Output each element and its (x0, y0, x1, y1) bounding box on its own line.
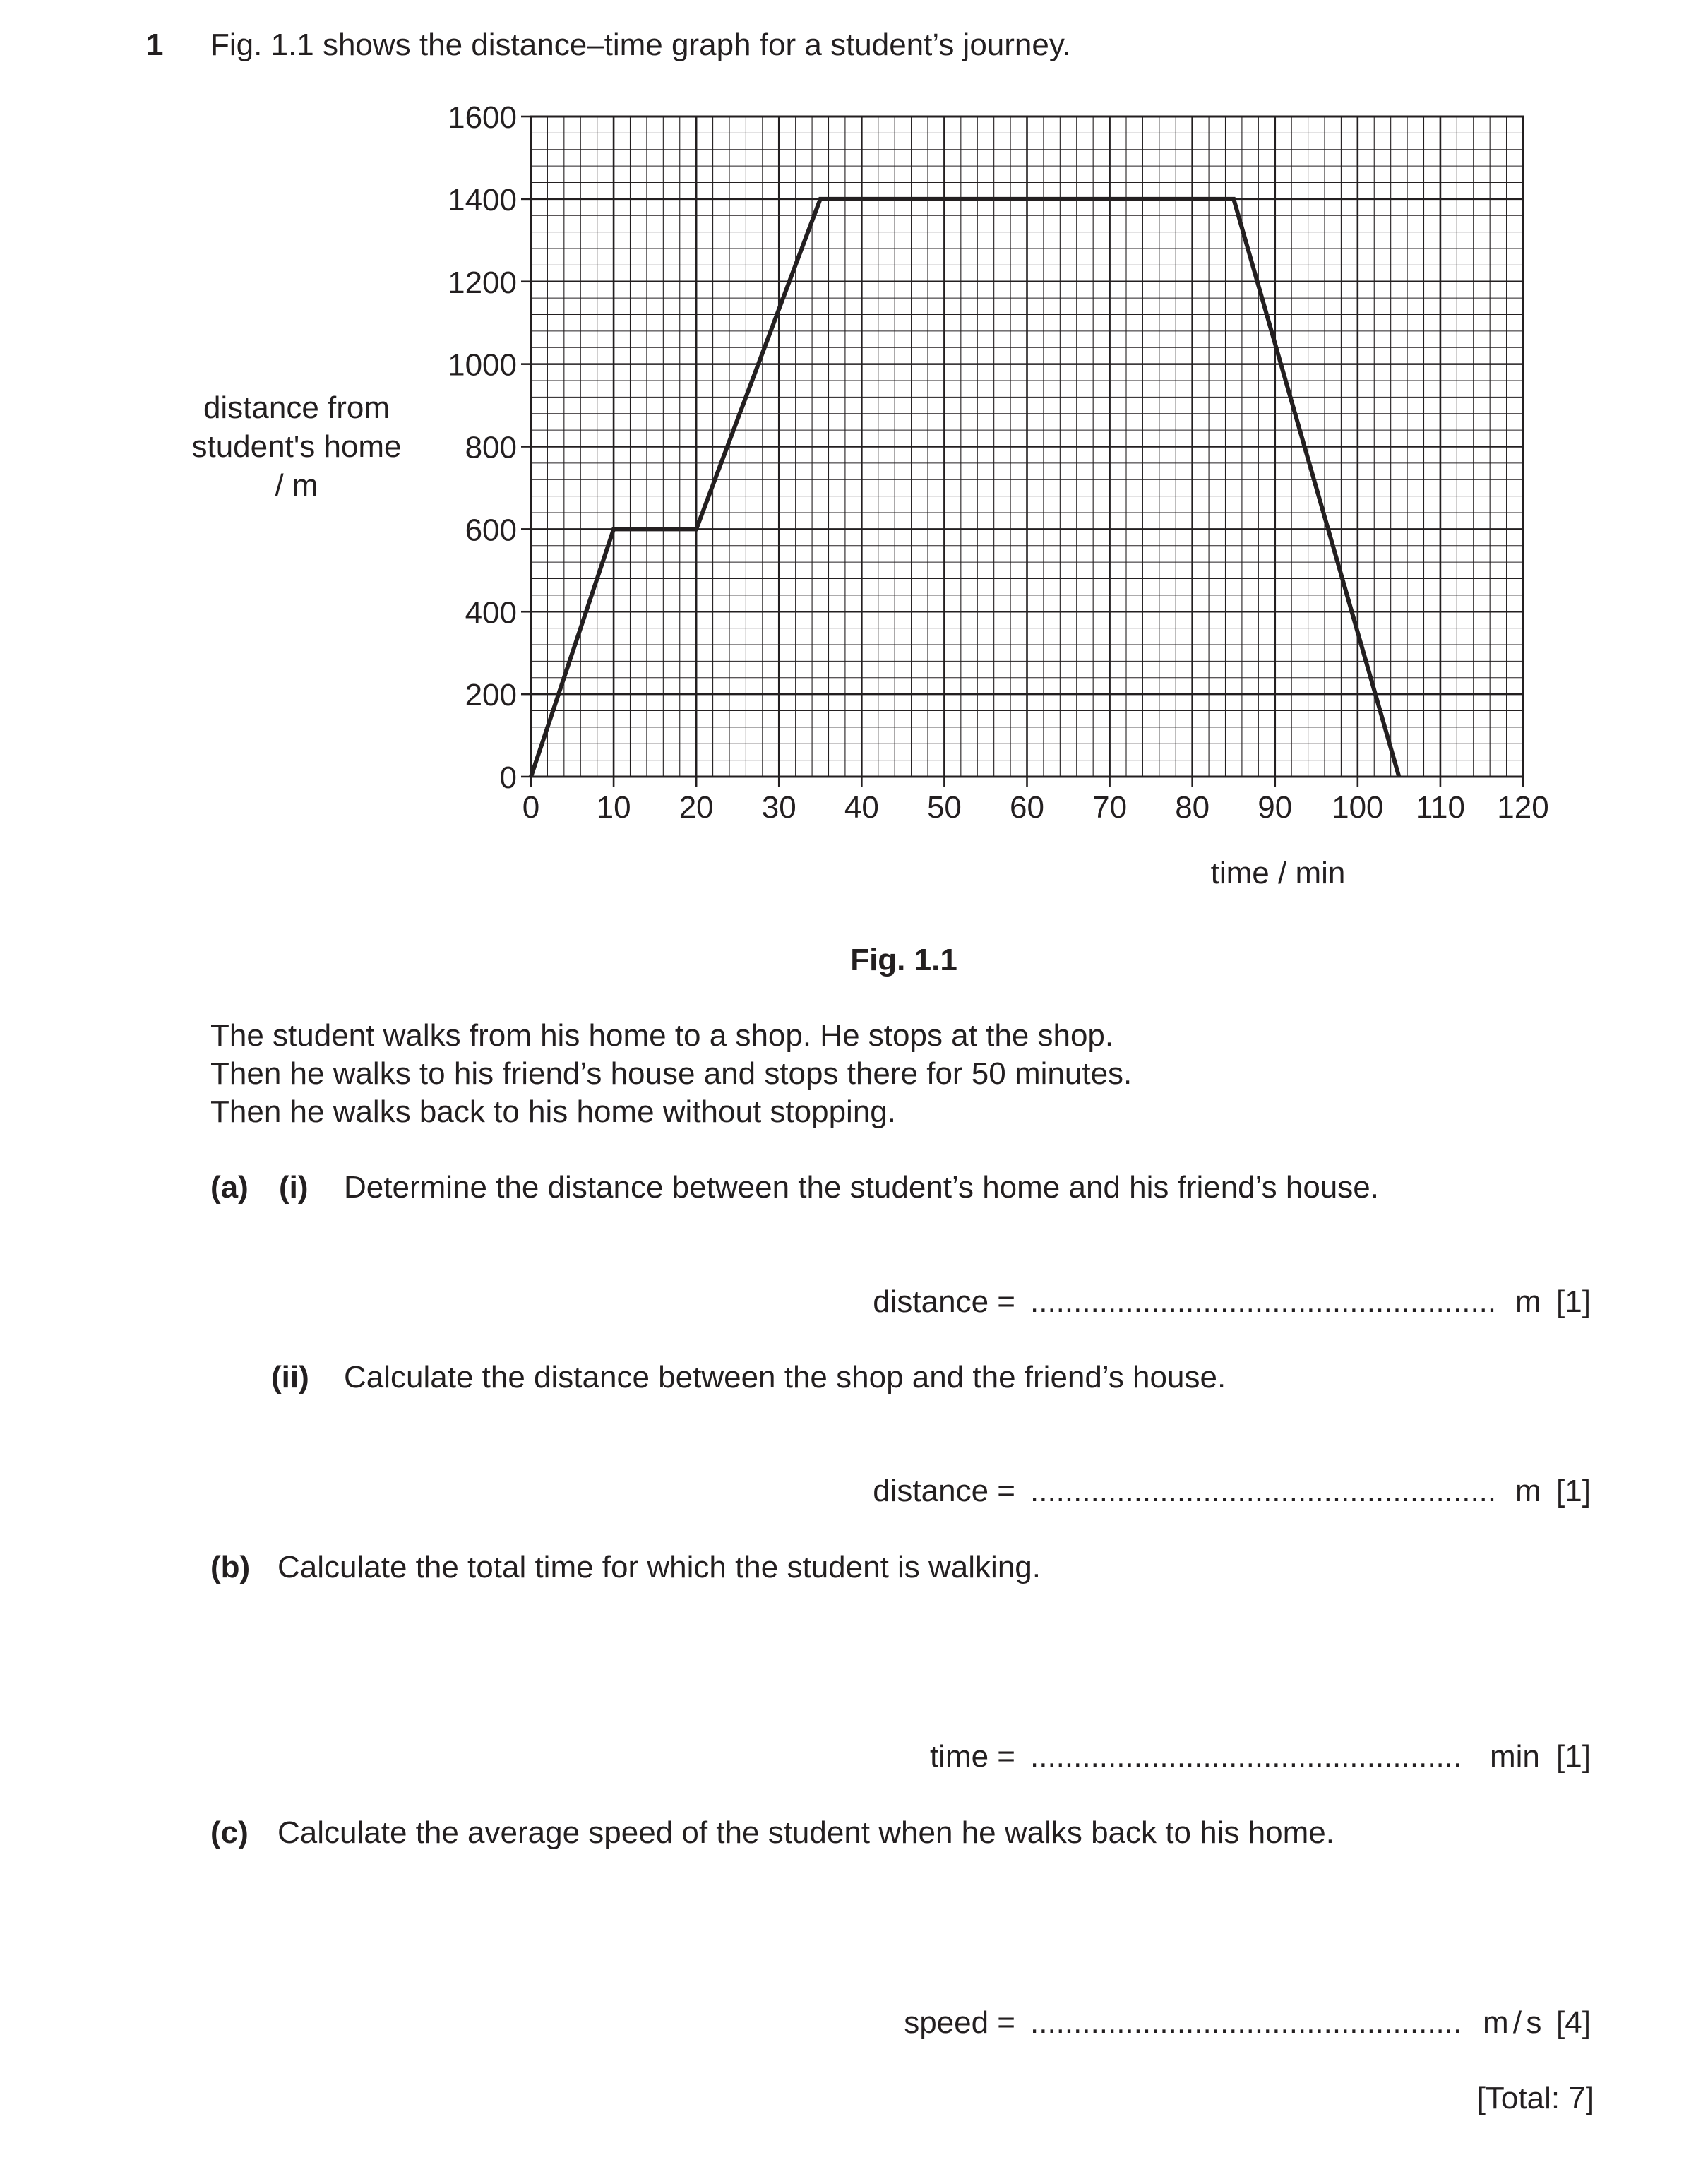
y-axis-label-line-2: student's home (191, 429, 402, 464)
y-tick-label: 0 (499, 760, 517, 795)
x-tick-label: 40 (844, 790, 879, 825)
answer-a-i-label: distance = (873, 1284, 1015, 1319)
part-b-label: (b) (210, 1550, 251, 1584)
part-a-label: (a) (210, 1170, 249, 1205)
question-number: 1 (146, 28, 164, 62)
x-tick-label: 20 (679, 790, 714, 825)
description-line-2: Then he walks to his friend’s house and stops there for 50 minutes. (210, 1056, 1133, 1091)
x-axis-label: time / min (1210, 856, 1346, 890)
answer-a-ii-line[interactable]: ...................................................... (1030, 1474, 1497, 1508)
answer-c-line[interactable]: .................................................. (1030, 2005, 1462, 2040)
part-a-i-label: (i) (279, 1170, 309, 1205)
answer-b-marks: [1] (1556, 1739, 1591, 1774)
graph-grid (531, 117, 1523, 777)
x-tick-labels (522, 790, 1549, 825)
question-intro: Fig. 1.1 shows the distance–time graph for a student’s journey. (210, 28, 1071, 62)
x-tick-label: 100 (1332, 790, 1384, 825)
answer-a-ii-unit: m (1515, 1474, 1541, 1508)
part-a-ii-label: (ii) (271, 1360, 309, 1395)
x-tick-label: 60 (1010, 790, 1044, 825)
y-axis-label-line-3: / m (275, 468, 318, 503)
answer-a-i-line[interactable]: ...................................................... (1030, 1284, 1497, 1319)
x-tick-label: 30 (761, 790, 796, 825)
answer-c-label: speed = (904, 2005, 1015, 2040)
answer-b-line[interactable]: .................................................. (1030, 1739, 1462, 1774)
x-tick-label: 0 (522, 790, 540, 825)
y-tick-label: 200 (465, 678, 517, 713)
y-tick-label: 1600 (448, 100, 517, 135)
part-b-text: Calculate the total time for which the student is walking. (277, 1550, 1041, 1584)
part-c-text: Calculate the average speed of the student when he walks back to his home. (277, 1815, 1334, 1850)
y-axis-label-line-1: distance from (203, 390, 390, 425)
x-tick-label: 80 (1175, 790, 1210, 825)
answer-a-i-marks: [1] (1556, 1284, 1591, 1319)
x-tick-label: 10 (596, 790, 631, 825)
x-tick-label: 90 (1258, 790, 1293, 825)
answer-b-label: time = (929, 1739, 1015, 1774)
part-c-label: (c) (210, 1815, 249, 1850)
total-marks: [Total: 7] (1476, 2081, 1594, 2115)
answer-a-i-unit: m (1515, 1284, 1541, 1319)
answer-c-unit: m / s (1483, 2005, 1542, 2040)
x-tick-label: 70 (1092, 790, 1128, 825)
x-tick-label: 120 (1497, 790, 1549, 825)
description-line-3: Then he walks back to his home without stopping. (210, 1094, 896, 1129)
answer-c-marks: [4] (1556, 2005, 1591, 2040)
answer-a-ii-label: distance = (873, 1474, 1015, 1508)
answer-a-ii-marks: [1] (1556, 1474, 1591, 1508)
y-tick-label: 1400 (448, 182, 517, 217)
description-line-1: The student walks from his home to a shop. He stops at the shop. (210, 1018, 1114, 1053)
x-tick-label: 50 (926, 790, 962, 825)
part-a-i-text: Determine the distance between the student’s home and his friend’s house. (344, 1170, 1379, 1205)
journey-line (531, 199, 1399, 777)
x-tick-label: 110 (1415, 790, 1465, 825)
answer-b-unit: min (1490, 1739, 1540, 1774)
figure-caption: Fig. 1.1 (850, 943, 957, 977)
y-tick-label: 1200 (448, 265, 517, 300)
y-tick-label: 800 (465, 430, 517, 465)
y-tick-labels (448, 100, 517, 795)
part-a-ii-text: Calculate the distance between the shop and the friend’s house. (344, 1360, 1226, 1395)
y-tick-label: 400 (465, 595, 517, 631)
y-tick-label: 600 (465, 513, 517, 548)
y-tick-label: 1000 (448, 347, 517, 383)
